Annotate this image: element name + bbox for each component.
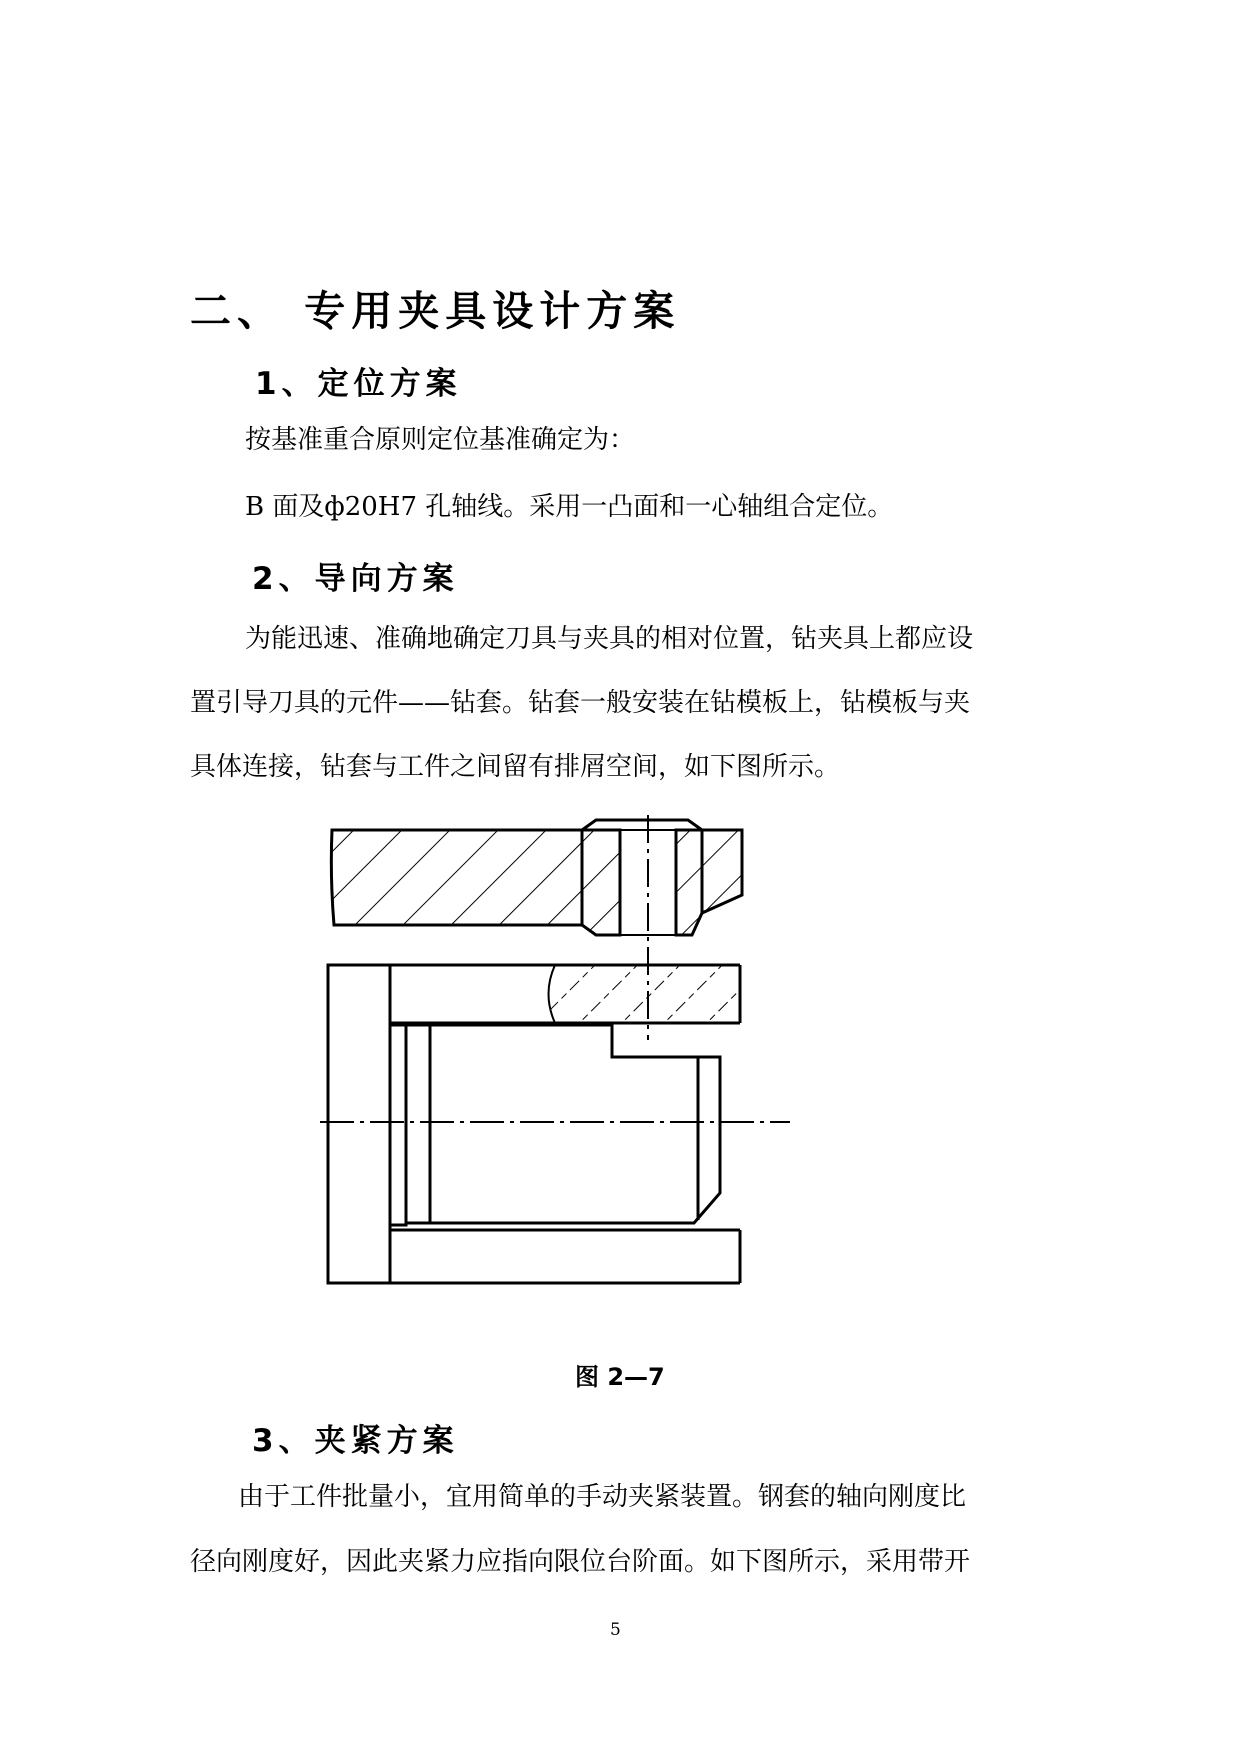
- s2-line-2: 置引导刀具的元件——钻套。钻套一般安装在钻模板上，钻模板与夹: [190, 688, 971, 718]
- s1-paragraph-1: 按基准重合原则定位基准确定为：: [245, 425, 636, 455]
- s2-line-3: 具体连接，钻套与工件之间留有排屑空间，如下图所示。: [190, 752, 841, 782]
- s3-line-1: 由于工件批量小，宜用简单的手动夹紧装置。钢套的轴向刚度比: [238, 1482, 967, 1512]
- drill-bushing: [582, 820, 702, 935]
- workpiece-sleeve: [390, 1025, 720, 1225]
- s3-line-2: 径向刚度好，因此夹紧力应指向限位台阶面。如下图所示，采用带开: [190, 1547, 971, 1577]
- page-number: 5: [610, 1620, 621, 1640]
- s1-paragraph-2: B 面及ф20H7 孔轴线。采用一凸面和一心轴组合定位。: [245, 492, 894, 522]
- section-heading: 二、 专用夹具设计方案: [190, 287, 681, 335]
- drill-bushing-drawing: [320, 815, 790, 1335]
- figure-caption: 图 2—7: [575, 1363, 665, 1391]
- subsection-3-title: 3、夹紧方案: [252, 1423, 459, 1459]
- subsection-1-title: 1、定位方案: [255, 366, 462, 402]
- subsection-2-title: 2、导向方案: [252, 561, 459, 597]
- s2-line-1: 为能迅速、准确地确定刀具与夹具的相对位置，钻夹具上都应设: [245, 624, 974, 654]
